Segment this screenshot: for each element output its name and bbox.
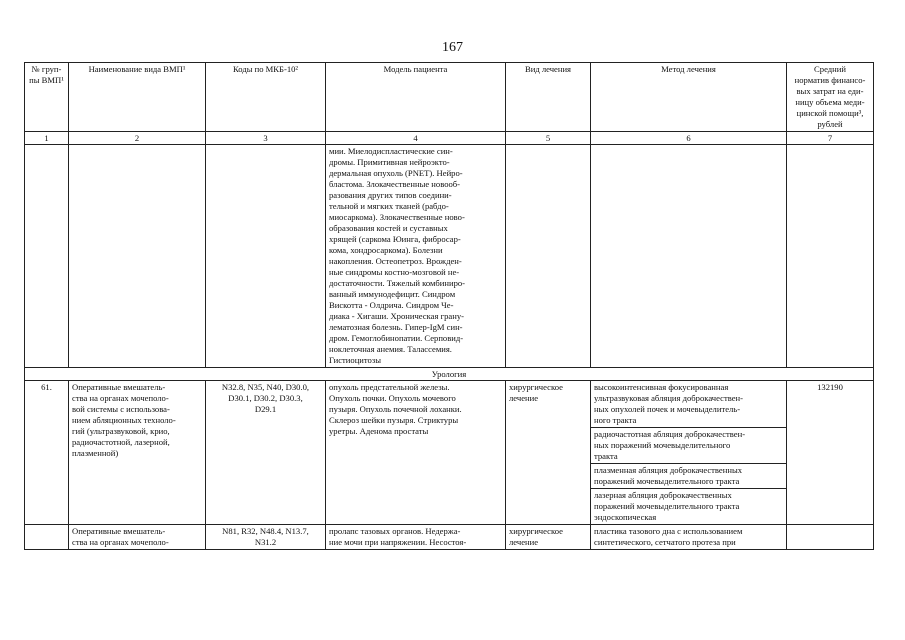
group-number-cell: 61. [25,381,69,525]
column-number: 4 [326,132,506,145]
codes-cell-empty [206,145,326,368]
header-row [25,63,874,132]
header-patient-model [326,63,506,132]
patient-model-text: мии. Миелодиспластические син- дромы. Примитивная нейроэкто- дермальная опухоль (PNET). Нейро- бластома. Злокачественные новооб- разования других типов соедини- тельной и мягких тканей (рабдо- миосаркома). Злокачественные ново- образования костей и суставных хрящей (саркома Юинга, фибросар- кома, хондросаркома). Болезни накопления. Остеопетроз. Врожден- ные синдромы костно-мозговой не- достаточности. Тяжелый комбиниро- ванный иммунодефицит. Синдром Вискотта - Олдрича. Синдром Че- диака - Хигаши. Хроническая грану- лематозная болезнь. Гипер-IgM син- дром. Гемоглобинопатии. Серповид- ноклеточная анемия. Талассемия. Гистиоцитозы [329,146,466,365]
vmp-table [24,62,874,550]
icd-codes-text: N81, R32, N48.4, N13.7, N31.2 [222,526,309,547]
header-text: № груп- пы ВМП¹ [29,64,64,85]
icd-codes-text: N32.8, N35, N40, D30.0, D30.1, D30.2, D30.3, D29.1 [221,382,310,414]
cost-cell-empty [787,525,874,550]
header-cost [787,63,874,132]
cost-cell: 132190 [787,381,874,525]
column-number: 2 [69,132,206,145]
header-treatment-type [506,63,591,132]
group-number-cell-empty [25,525,69,550]
column-number: 5 [506,132,591,145]
method-cell-empty [591,145,787,368]
table-row-61 [25,381,874,525]
treatment-type-text: хирургическое лечение [509,526,563,547]
column-number: 1 [25,132,69,145]
patient-model-cell [326,145,506,368]
vmp-name-cell [69,381,206,525]
header-treatment-method [591,63,787,132]
header-group-number [25,63,69,132]
method-item [591,489,786,524]
patient-model-cell [326,525,506,550]
column-number: 3 [206,132,326,145]
cost-cell-empty [787,145,874,368]
header-text: Вид лечения [524,64,572,74]
column-number: 6 [591,132,787,145]
method-item [591,464,786,489]
method-text: радиочастотная абляция доброкачествен- ных поражений мочевыделительного тракта [594,429,746,461]
header-vmp-name [69,63,206,132]
method-text: пластика тазового дна с использованием синтетического, сетчатого протеза при [594,526,743,547]
header-text: Коды по МКБ-10² [232,64,299,74]
vmp-name-cell [69,525,206,550]
group-cell-empty [25,145,69,368]
vmp-name-text: Оперативные вмешатель- ства на органах мочеполо- [72,526,169,547]
header-text: Средний норматив финансо- вых затрат на еди- ницу объема меди- цинской помощи³, рублей [794,64,866,129]
name-cell-empty [69,145,206,368]
method-text: лазерная абляция доброкачественных поражений мочевыделительного тракта эндоскопическая [594,490,740,522]
patient-model-text: пролапс тазовых органов. Недержа- ние мочи при напряжении. Несостоя- [329,526,467,547]
treatment-method-cell [591,381,787,525]
treatment-type-cell-empty [506,145,591,368]
icd-codes-cell [206,525,326,550]
patient-model-text: опухоль предстательной железы. Опухоль почки. Опухоль мочевого пузыря. Опухоль почечной лоханки. Склероз шейки пузыря. Стриктуры уретры. Аденома простаты [329,382,462,436]
treatment-type-cell [506,381,591,525]
header-text: Наименование вида ВМП¹ [88,64,186,74]
column-number-row [25,132,874,145]
method-item [591,381,786,428]
continuation-row [25,145,874,368]
method-item [591,428,786,464]
treatment-type-cell [506,525,591,550]
treatment-type-text: хирургическое лечение [509,382,563,403]
header-icd-codes [206,63,326,132]
header-text: Метод лечения [661,64,716,74]
section-row [25,368,874,381]
method-text: плазменная абляция доброкачественных поражений мочевыделительного тракта [594,465,743,486]
table-row-next [25,525,874,550]
section-title: Урология [25,368,874,381]
page-number: 167 [442,40,463,55]
patient-model-cell [326,381,506,525]
header-text: Модель пациента [383,64,448,74]
column-number: 7 [787,132,874,145]
treatment-method-cell [591,525,787,550]
vmp-name-text: Оперативные вмешатель- ства на органах мочеполо- вой системы с использова- нием абляционных техноло- гий (ультразвуковой, крио, радиочастотной, лазерной, плазменной) [72,382,176,458]
icd-codes-cell [206,381,326,525]
method-text: высокоинтенсивная фокусированная ультразвуковая абляция доброкачествен- ных опухолей почек и мочевыделитель- ного тракта [594,382,743,425]
